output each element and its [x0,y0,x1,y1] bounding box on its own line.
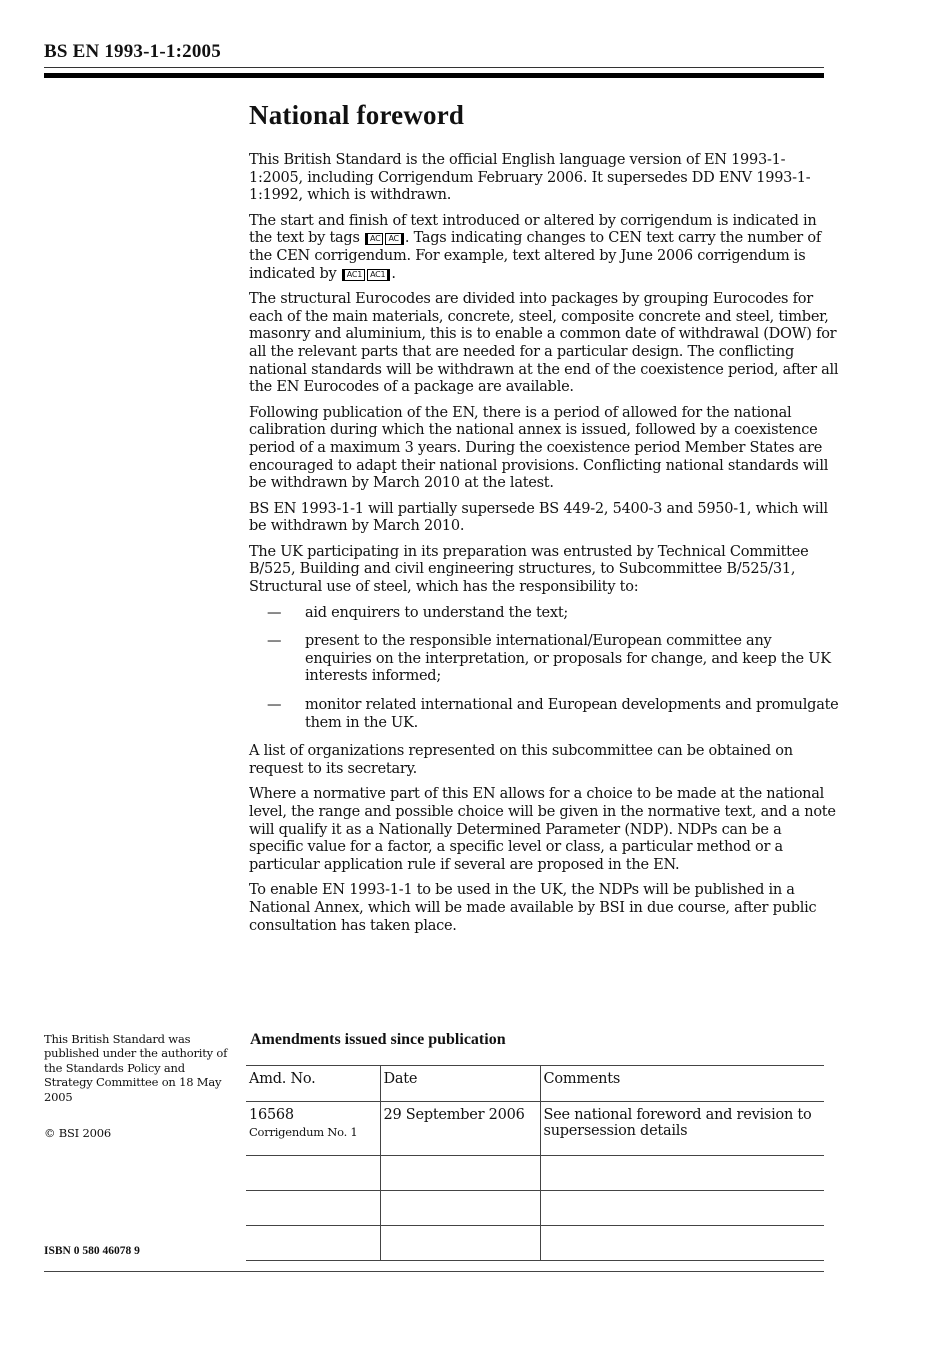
amendments-title: Amendments issued since publication [250,1031,506,1048]
text-fragment: . [391,265,396,282]
paragraph-national-annex: To enable EN 1993-1-1 to be used in the UK, the NDPs will be published in a National Annex, which will be made available by BSI in due course, after public consultation has taken place. [249,882,817,934]
text-fragment: . Tags indicating changes to CEN text carry the number of the CEN corrigendum. For example, text altered by June 2006 corrigendum is indicated by [249,230,821,282]
paragraph-corrigendum-tags [249,213,839,283]
cell-empty [246,1191,380,1226]
ac-tag-open-icon: AC [365,233,383,245]
isbn: ISBN 0 580 46078 9 [44,1245,140,1257]
cell-empty [540,1191,824,1226]
dash-marker: — [267,697,282,714]
cell-empty [380,1156,540,1191]
list-item-text: monitor related international and European developments and promulgate them in the UK. [305,697,839,731]
paragraph-intro: This British Standard is the official English language version of EN 1993-1-1:2005, including Corrigendum February 2006. It supersedes DD ENV 1993-1-1:1992, which is withdrawn. [249,152,811,204]
cell-empty [246,1226,380,1261]
paragraph-eurocode-packages: The structural Eurocodes are divided into packages by grouping Eurocodes for each of the main materials, concrete, steel, composite concrete and steel, timber, masonry and aluminium, this is to enable a common date of withdrawal (DOW) for all the relevant parts that are needed for a particular design. The conflicting national standards will be withdrawn at the end of the coexistence period, after all the EN Eurocodes of a package are available. [249,291,839,396]
table-header-row [246,1066,824,1102]
cell-empty [246,1156,380,1191]
table-row [246,1191,824,1226]
ac1-tag-close-icon: AC1 [367,269,390,281]
cell-empty [380,1226,540,1261]
list-item-text: present to the responsible international/European committee any enquiries on the interpretation, or proposals for change, and keep the UK interests informed; [305,633,831,685]
copyright: © BSI 2006 [44,1126,111,1141]
amd-note: Corrigendum No. 1 [249,1125,358,1139]
cell-empty [540,1156,824,1191]
amendments-table [246,1065,824,1261]
publication-note: This British Standard was published under the authority of the Standards Policy and Strategy Committee on 18 May 2005 [44,1032,228,1104]
main-content [249,100,839,943]
table-row [246,1102,824,1156]
list-item-text: aid enquirers to understand the text; [305,604,569,621]
responsibility-list [249,605,839,733]
amd-number: 16568 [249,1107,294,1123]
list-item [249,633,839,686]
text-fragment: The start and finish of text introduced or altered by corrigendum is indicated in the text by tags [249,212,817,247]
dash-marker: — [267,633,282,650]
ac1-tag-open-icon: AC1 [342,269,365,281]
table-row [246,1226,824,1261]
column-header-date: Date [380,1066,540,1102]
footer-rule [44,1271,824,1272]
dash-marker: — [267,604,282,621]
table-row [246,1156,824,1191]
ac-tag-close-icon: AC [385,233,403,245]
cell-empty [380,1191,540,1226]
cell-date: 29 September 2006 [380,1102,540,1156]
column-header-amd-no: Amd. No. [246,1066,380,1102]
paragraph-ndp: Where a normative part of this EN allows for a choice to be made at the national level, the range and possible choice will be given in the normative text, and a note will qualify it as a Nationally Determined Parameter (NDP). NDPs can be a specific value for a factor, a specific level or class, a particular method or a particular application rule if several are proposed in the EN. [249,786,836,873]
header-rule-thick [44,73,824,78]
page-title: National foreword [249,100,465,130]
column-header-comments: Comments [540,1066,824,1102]
cell-amd-no [246,1102,380,1156]
list-item [249,605,839,623]
cell-comments: See national foreword and revision to supersession details [540,1102,824,1156]
paragraph-committee: The UK participating in its preparation was entrusted by Technical Committee B/525, Building and civil engineering structures, to Subcommittee B/525/31, Structural use of steel, which has the responsibility to: [249,543,809,596]
document-id: BS EN 1993-1-1:2005 [44,41,221,62]
cell-empty [540,1226,824,1261]
header-rule-thin [44,67,824,68]
list-item [249,697,839,732]
publication-sidebar [44,1032,234,1140]
paragraph-calibration: Following publication of the EN, there is a period of allowed for the national calibration during which the national annex is issued, followed by a coexistence period of a maximum 3 years. During the coexistence period Member States are encouraged to adapt their national provisions. Conflicting national standards will be withdrawn by March 2010 at the latest. [249,404,829,492]
paragraph-supersede: BS EN 1993-1-1 will partially supersede BS 449-2, 5400-3 and 5950-1, which will be withdrawn by March 2010. [249,500,828,535]
paragraph-organizations: A list of organizations represented on this subcommittee can be obtained on request to its secretary. [249,743,793,777]
